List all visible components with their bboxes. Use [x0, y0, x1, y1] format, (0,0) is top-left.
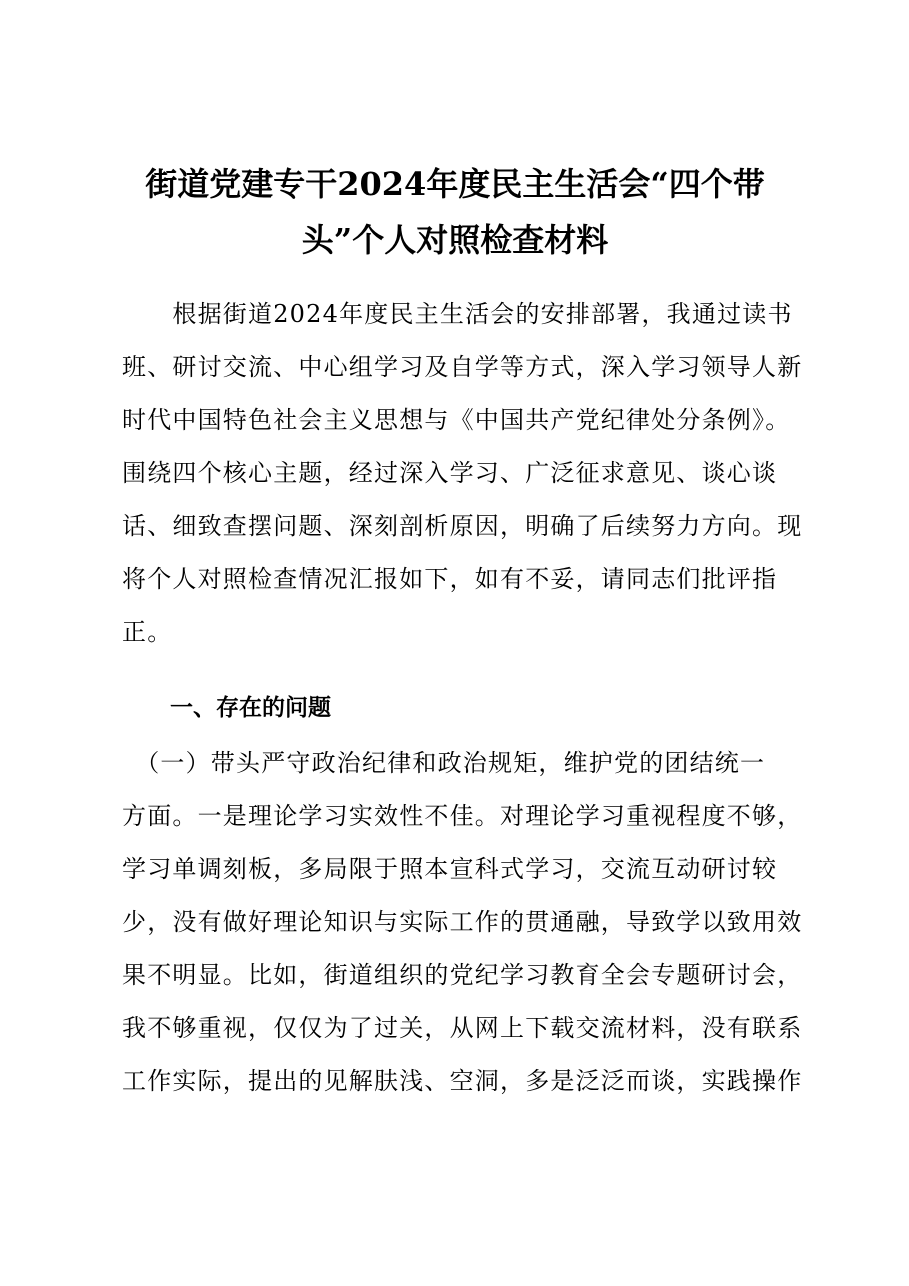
intro-line-7: 正。 — [122, 618, 173, 646]
section-line-7: 工作实际，提出的见解肤浅、空洞，多是泛泛而谈，实践操作 — [122, 1067, 803, 1095]
section-line-2: 方面。一是理论学习实效性不佳。对理论学习重视程度不够， — [122, 802, 803, 830]
intro-line-6: 将个人对照检查情况汇报如下，如有不妥，请同志们批评指 — [122, 565, 778, 593]
section-line-4: 少，没有做好理论知识与实际工作的贯通融，导致学以致用效 — [122, 908, 803, 936]
title-line-1: 街道党建专干2024年度民主生活会“四个带 — [145, 165, 765, 203]
section-line-6: 我不够重视，仅仅为了过关，从网上下载交流材料，没有联系 — [122, 1014, 803, 1042]
section-line-3: 学习单调刻板，多局限于照本宣科式学习，交流互动研讨较 — [122, 855, 778, 883]
section-paragraph — [122, 737, 803, 1108]
title-line-2: 头”个人对照检查材料 — [301, 221, 609, 259]
section-line-1: （一）带头严守政治纪律和政治规矩，维护党的团结统一 — [122, 749, 766, 777]
intro-paragraph — [122, 288, 803, 659]
intro-line-5: 话、细致查摆问题、深刻剖析原因，明确了后续努力方向。现 — [122, 512, 803, 540]
intro-line-4: 围绕四个核心主题，经过深入学习、广泛征求意见、谈心谈 — [122, 459, 778, 487]
section-line-5: 果不明显。比如，街道组织的党纪学习教育全会专题研讨会， — [122, 961, 803, 989]
intro-line-2: 班、研讨交流、中心组学习及自学等方式，深入学习领导人新 — [122, 353, 803, 381]
section-heading: 一、存在的问题 — [170, 695, 331, 721]
intro-line-3: 时代中国特色社会主义思想与《中国共产党纪律处分条例》。 — [122, 406, 791, 434]
intro-line-1: 根据街道2024年度民主生活会的安排部署，我通过读书 — [122, 300, 793, 328]
document-title — [120, 156, 790, 268]
